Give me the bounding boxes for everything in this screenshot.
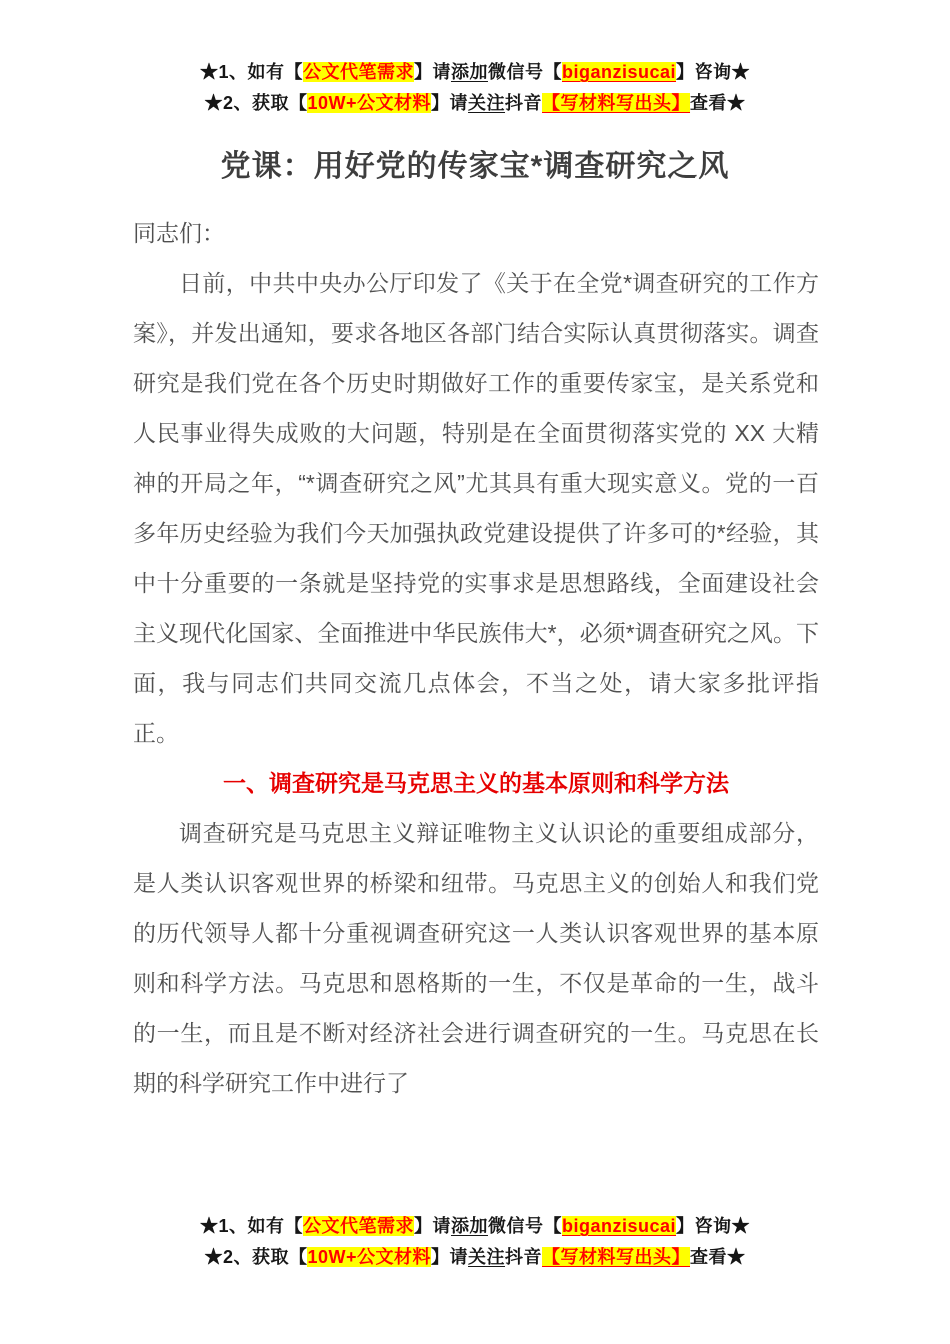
promo-suffix-2: 查看★ [690,1247,746,1267]
promo-plain: 】请 [431,1247,469,1267]
salutation: 同志们： [133,220,225,246]
promo-highlight-materials: 10W+公文材料 [307,1247,432,1267]
promo-suffix-1: 】咨询★ [676,1216,751,1236]
promo-douyin-id: 【写材料写出头】 [542,1247,691,1267]
promo-suffix-1: 】咨询★ [676,62,751,82]
promo-plain: 】请 [431,93,469,113]
promo-plain: 抖音 [505,93,543,113]
promo-prefix-1: ★1、如有【 [199,62,303,82]
document-body [133,208,819,1108]
header-promo [0,57,950,119]
promo-suffix-2: 查看★ [690,93,746,113]
footer-promo-line-1 [0,1211,950,1242]
promo-wechat-id: biganzisucai [561,1216,677,1236]
promo-plain: 抖音 [505,1247,543,1267]
header-promo-line-2 [0,88,950,119]
promo-underline-add: 添加 [450,62,488,82]
promo-plain: 微信号【 [487,62,562,82]
promo-underline-add: 添加 [450,1216,488,1236]
section-heading-1: 一、调查研究是马克思主义的基本原则和科学方法 [223,770,729,796]
promo-plain: 】请 [413,1216,451,1236]
promo-plain: 】请 [413,62,451,82]
paragraph-1: 日前，中共中央办公厅印发了《关于在全党*调查研究的工作方案》，并发出通知，要求各地区各部门结合实际认真贯彻落实。调查研究是我们党在各个历史时期做好工作的重要传家宝，是关系党和人民事业得失成败的大问题，特别是在全面贯彻落实党的 XX 大精神的开局之年，“*调查研究之风”尤其具有重大现实意义。党的一百多年历史经验为我们今天加强执政党建设提供了许多可的*经验，其中十分重要的一条就是坚持党的实事求是思想路线，全面建设社会主义现代化国家、全面推进中华民族伟大*，必须*调查研究之风。下面，我与同志们共同交流几点体会，不当之处，请大家多批评指正。 [133,270,819,746]
paragraph-2: 调查研究是马克思主义辩证唯物主义认识论的重要组成部分，是人类认识客观世界的桥梁和纽带。马克思主义的创始人和我们党的历代领导人都十分重视调查研究这一人类认识客观世界的基本原则和科学方法。马克思和恩格斯的一生，不仅是革命的一生，战斗的一生，而且是不断对经济社会进行调查研究的一生。马克思在长期的科学研究工作中进行了 [133,820,819,1096]
promo-highlight-materials: 10W+公文材料 [307,93,432,113]
promo-underline-follow: 关注 [468,93,506,113]
promo-prefix-1: ★1、如有【 [199,1216,303,1236]
document-title: 党课：用好党的传家宝*调查研究之风 [220,150,730,183]
promo-underline-follow: 关注 [468,1247,506,1267]
promo-wechat-id: biganzisucai [561,62,677,82]
footer-promo-line-2 [0,1242,950,1273]
footer-promo [0,1211,950,1273]
promo-plain: 微信号【 [487,1216,562,1236]
header-promo-line-1 [0,57,950,88]
promo-douyin-id: 【写材料写出头】 [542,93,691,113]
promo-prefix-2: ★2、获取【 [204,93,308,113]
promo-prefix-2: ★2、获取【 [204,1247,308,1267]
promo-highlight-need: 公文代笔需求 [302,1216,414,1236]
promo-highlight-need: 公文代笔需求 [302,62,414,82]
